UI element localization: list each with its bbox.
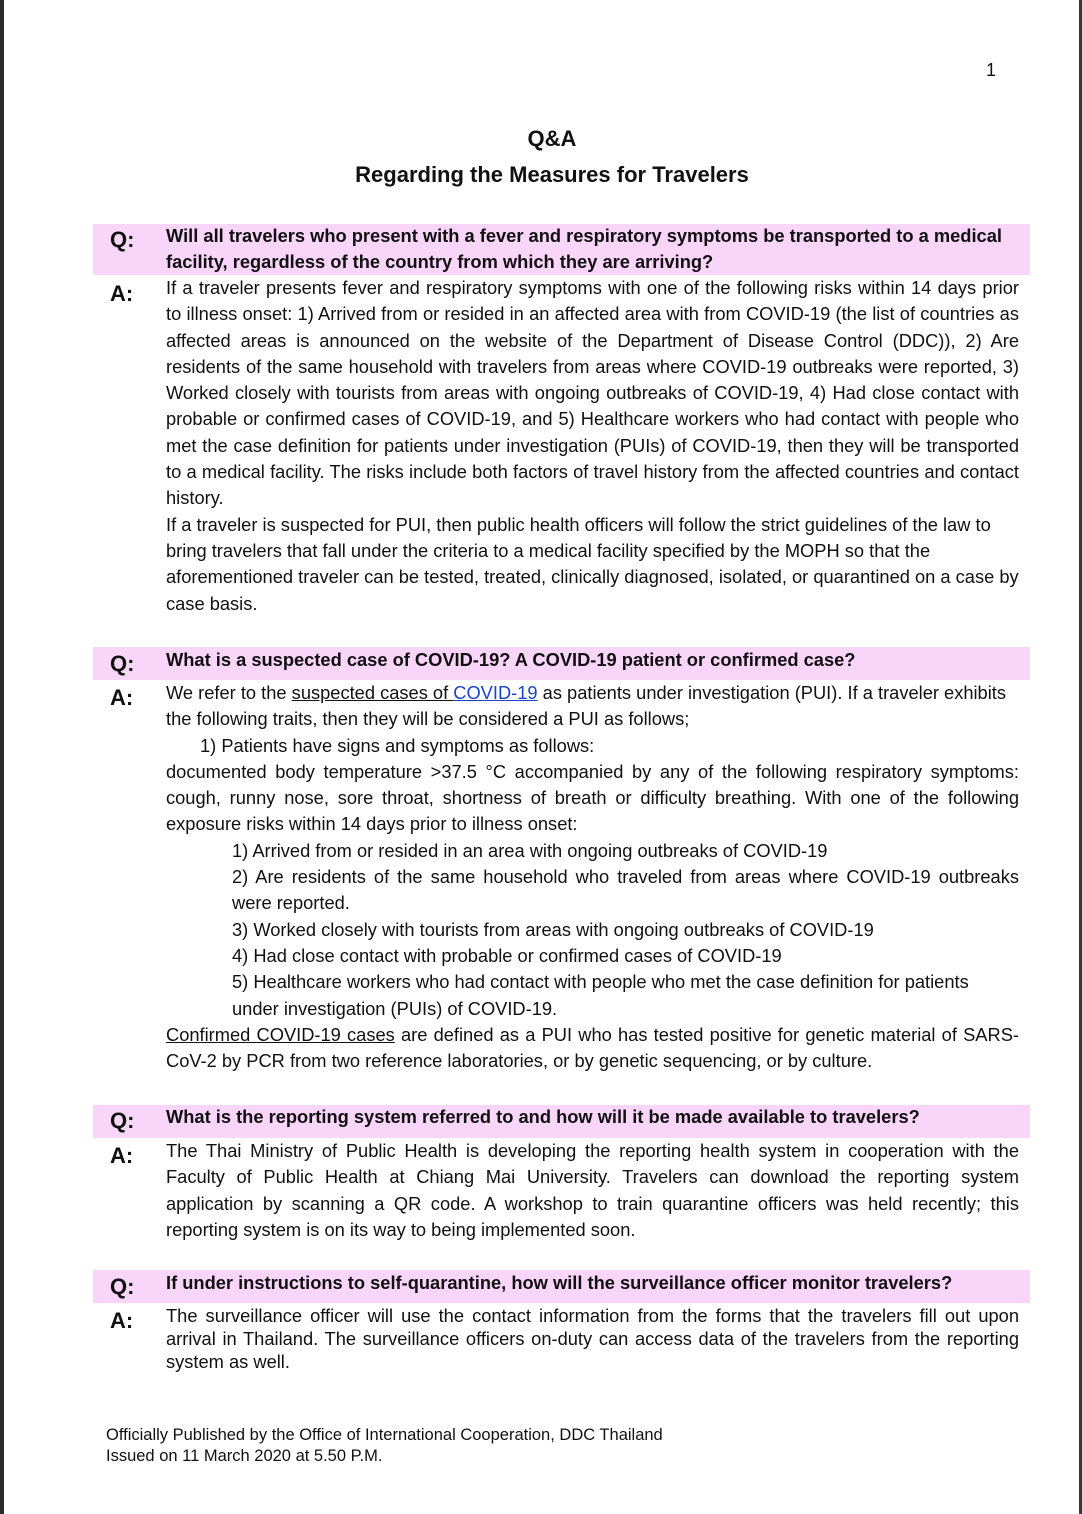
confirmed-cases-term: Confirmed COVID-19 cases <box>166 1023 395 1045</box>
intro-text-rest: as patients under investigation (PUI). If a traveler exhibits the following traits, then they will be considered a PUI as follows; <box>166 682 1007 730</box>
title-qa: Q&A <box>527 126 577 151</box>
a-label-1: A: <box>110 281 134 306</box>
page-number: 1 <box>986 60 997 80</box>
publication-footer <box>106 1425 663 1467</box>
title-subtitle: Regarding the Measures for Travelers <box>355 162 749 187</box>
q-label-2: Q: <box>110 651 135 676</box>
question-2: What is a suspected case of COVID-19? A COVID-19 patient or confirmed case? <box>166 649 856 670</box>
suspected-cases-link[interactable]: suspected cases of <box>291 682 454 703</box>
q-label-4: Q: <box>110 1274 135 1299</box>
viewer-left-edge <box>0 0 4 1514</box>
answer-1-paragraph-1: If a traveler presents fever and respiratory symptoms with one of the following risks within 14 days prior to illness onset: 1) Arrived from or resided in an affected area with from COVID-19 (the list of countries as affected areas is announced on the website of the Department of Disease Control (DDC)), 2) Are residents of the same household with travelers from areas where COVID-19 outbreaks were reported, 3) Worked closely with tourists from areas with ongoing outbreaks of COVID-19, 4) Had close contact with probable or confirmed cases of COVID-19, and 5) Healthcare workers who had contact with people who met the case definition for patients under investigation (PUIs) of COVID-19, then they will be transported to a medical facility. The risks include both factors of travel history from the affected countries and contact history. <box>166 277 1019 509</box>
footer-publisher: Officially Published by the Office of International Cooperation, DDC Thailand <box>106 1426 663 1444</box>
a-label-4: A: <box>110 1308 134 1333</box>
answer-2 <box>166 680 1019 1074</box>
answer-1 <box>166 275 1019 617</box>
a-label-2: A: <box>110 685 134 710</box>
intro-text: We refer to the <box>166 682 292 703</box>
risk-item-4: 4) Had close contact with probable or confirmed cases of COVID-19 <box>232 944 782 966</box>
answer-4: The surveillance officer will use the contact information from the forms that the travelers fill out upon arrival in Thailand. The surveillance officers on-duty can access data of the travelers from the reporting system as well. <box>166 1305 1019 1372</box>
q-label-1: Q: <box>110 227 135 252</box>
footer-issued-date: Issued on 11 March 2020 at 5.50 P.M. <box>106 1447 383 1465</box>
risk-item-5: 5) Healthcare workers who had contact with people who met the case definition for patients under investigation (PUIs) of COVID-19. <box>232 971 969 1019</box>
covid19-link[interactable]: COVID-19 <box>453 682 538 703</box>
q-label-3: Q: <box>110 1108 135 1133</box>
confirmed-definition <box>166 1022 1019 1075</box>
question-4: If under instructions to self-quarantine, how will the surveillance officer monitor travelers? <box>166 1272 953 1293</box>
symptoms-paragraph: documented body temperature >37.5 °C accompanied by any of the following respiratory symptoms: cough, runny nose, sore throat, shortness of breath or difficulty breathing. With one of the following exposure risks within 14 days prior to illness onset: <box>166 760 1019 835</box>
criterion-heading: 1) Patients have signs and symptoms as follows: <box>200 734 595 756</box>
confirmed-definition-text: are defined as a PUI who has tested positive for genetic material of SARS-CoV-2 by PCR from two reference laboratories, or by genetic sequencing, or by culture. <box>166 1023 1019 1072</box>
risk-item-3: 3) Worked closely with tourists from areas with ongoing outbreaks of COVID-19 <box>232 918 874 940</box>
answer-2-intro <box>166 680 1019 733</box>
a-label-3: A: <box>110 1143 134 1168</box>
document-title <box>0 124 1082 192</box>
risk-item-2: 2) Are residents of the same household who traveled from areas where COVID-19 outbreaks were reported. <box>232 866 1019 914</box>
question-3: What is the reporting system referred to and how will it be made available to travelers? <box>166 1106 920 1127</box>
answer-1-paragraph-2: If a traveler is suspected for PUI, then public health officers will follow the strict guidelines of the law to bring travelers that fall under the criteria to a medical facility specified by the MOPH so that the aforementioned traveler can be tested, treated, clinically diagnosed, isolated, or quarantined on a case by case basis. <box>166 513 1019 614</box>
risk-item-1: 1) Arrived from or resided in an area with ongoing outbreaks of COVID-19 <box>232 839 828 861</box>
answer-3: The Thai Ministry of Public Health is developing the reporting health system in cooperation with the Faculty of Public Health at Chiang Mai University. Travelers can download the reporting system application by scanning a QR code. A workshop to train quarantine officers was held recently; this reporting system is on its way to being implemented soon. <box>166 1140 1019 1240</box>
question-1: Will all travelers who present with a fever and respiratory symptoms be transported to a medical facility, regardless of the country from which they are arriving? <box>166 225 1002 272</box>
